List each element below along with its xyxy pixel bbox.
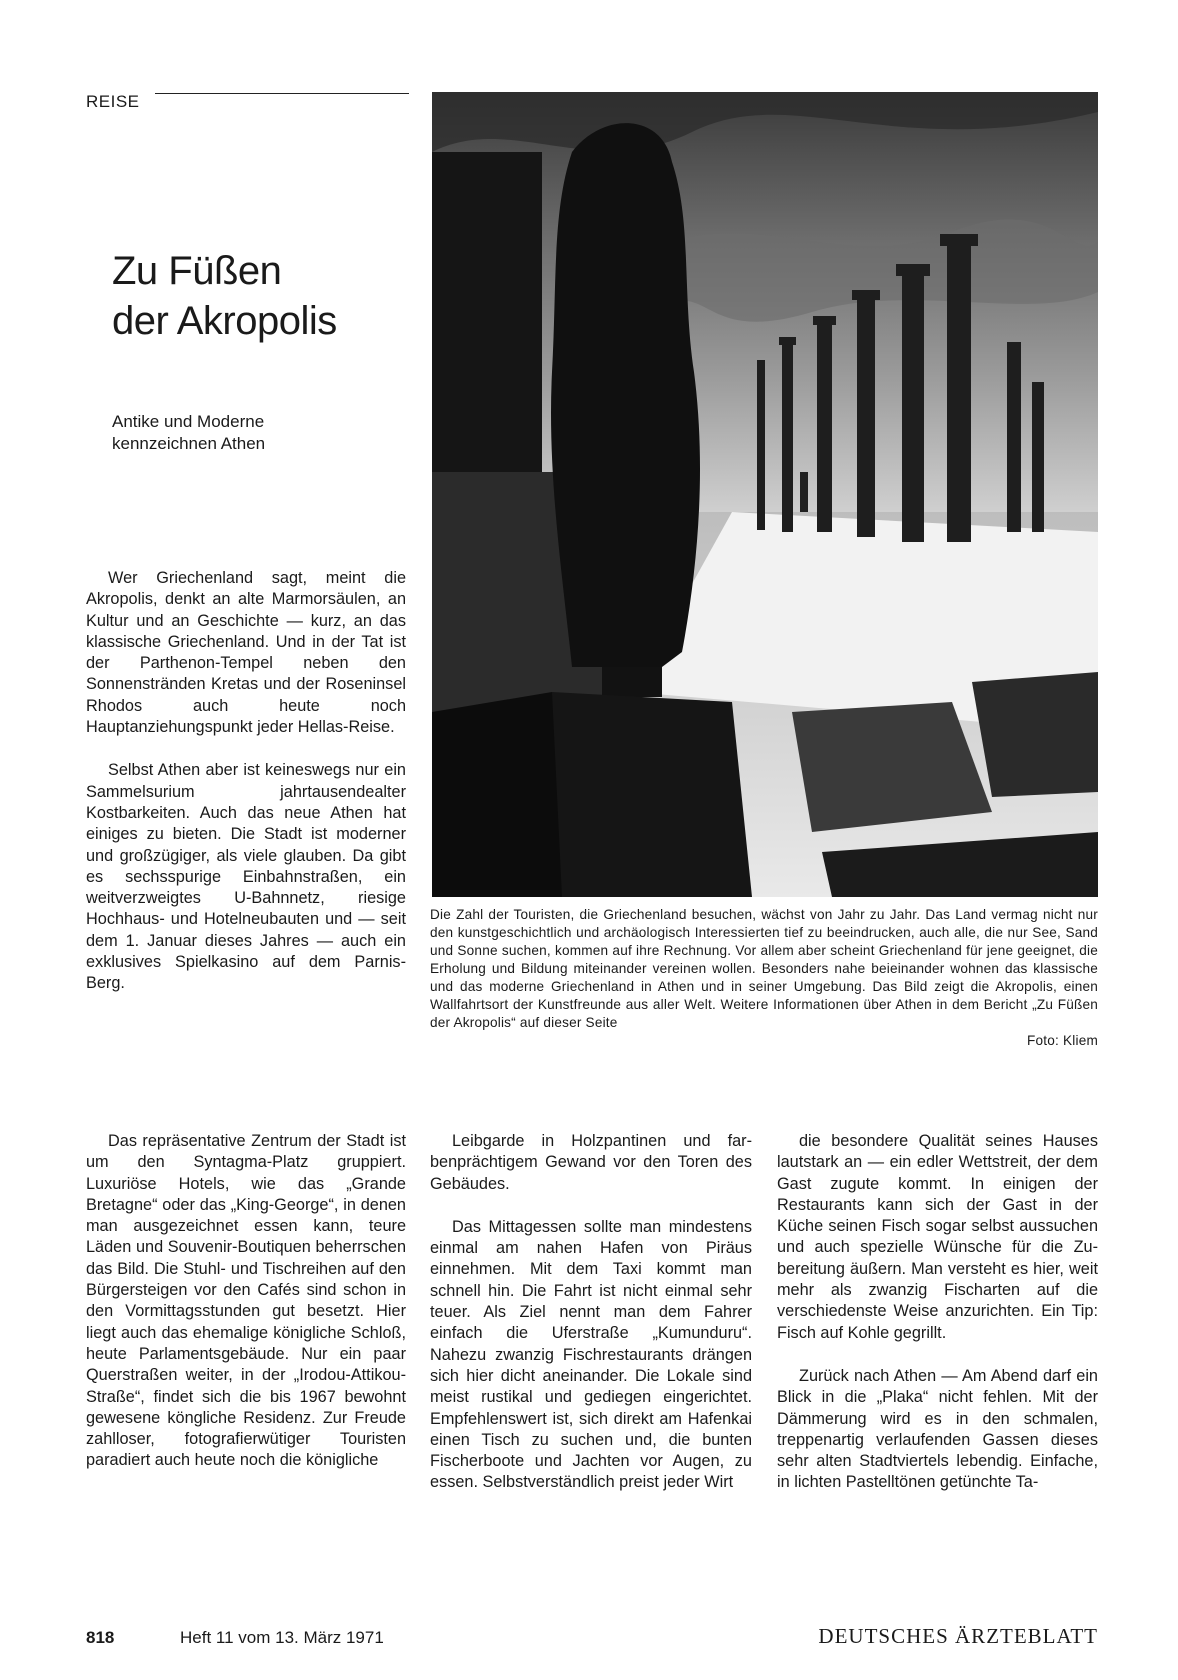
paragraph-7: Zurück nach Athen — Am Abend darf ein Blick in die „Plaka“ nicht fehlen. Mit der Dämmerung wird es in den schmalen, treppenartig verlaufenden Gassen dieses sehr alten Stadtviertels lebendig. Einfache, in lichten Pastelltönen getünchte Ta-: [777, 1366, 1098, 1492]
photo-caption: [430, 906, 1098, 1050]
article-subtitle: [112, 411, 265, 455]
column-right: [777, 1131, 1098, 1494]
paragraph-3: Das repräsentative Zentrum der Stadt ist um den Syntagma-Platz gruppiert. Luxuriöse Hotels, wie das „Grande Bretagne“ oder das „King-George“, in denen man ausgezeichnet essen kann, teure Läden und Souvenir-Boutiquen beherrschen das Bild. Die Stuhl- und Tischreihen auf den Bürgersteigen vor den Cafés sind schon in den Vormittagsstunden gut besetzt. Hier liegt auch das ehemalige königliche Schloß, heute Parlamentsgebäude. Nur ein paar Querstraßen weiter, in der „Irodou-Attikou-Straße“, findet sich die bis 1967 bewohnt gewesene köngliche Residenz. Zur Freude zahlloser, fotografierwütiger Touristen paradiert auch heute noch die königliche: [86, 1132, 406, 1470]
column-left-bottom: [86, 1131, 406, 1472]
paragraph-6: die besondere Qualität seines Hauses lautstark an — ein edler Wettstreit, der dem Gast zugute kommt. In einigen der Restaurants kann sich der Gast in der Küche seinen Fisch sogar selbst aussuchen und auch spezielle Wünsche für die Zubereitung äußern. Man versteht es hier, weit mehr als zwanzig Fischarten auf die verschiedenste Weise anzurichten. Ein Tip: Fisch auf Kohle gegrillt.: [777, 1132, 1098, 1342]
photo-ruins-illustration: [432, 92, 1098, 897]
column-left-top: [86, 568, 406, 995]
journal-name: DEUTSCHES ÄRZTEBLATT: [818, 1624, 1098, 1648]
caption-text: Die Zahl der Touristen, die Griechenland besuchen, wächst von Jahr zu Jahr. Das Land vermag nicht nur den kunstgeschichtlich und archäologisch Interessierten tief zu beeindrucken, auch alle, die nur See, Sand und Sonne suchen, kommen auf ihre Rechnung. Vor allem aber scheint Griechenland für jene geeignet, die Erholung und Bildung miteinander vereinen wollen. Besonders nahe beieinander wohnen das klassische und das moderne Griechenland in Athen und in seiner Umgebung. Das Bild zeigt die Akropolis, einen Wallfahrtsort der Kunstfreunde aus aller Welt. Weitere Informationen über Athen in dem Bericht „Zu Füßen der Akropolis“ auf dieser Seite: [430, 907, 1098, 1030]
title-line-2: der Akropolis: [112, 299, 337, 343]
paragraph-1: Wer Griechenland sagt, meint die Akropolis, denkt an alte Marmorsäulen, an Kultur und an Geschichte — kurz, an das klassische Griechenland. Und in der Tat ist der Parthenon-Tempel neben den Sonnenstränden Kretas und der Roseninsel Rhodos auch heute noch Hauptanziehungspunkt jeder Hellas-Reise.: [86, 569, 406, 737]
subtitle-line-2: kennzeichnen Athen: [112, 434, 266, 453]
paragraph-2: Selbst Athen aber ist keineswegs nur ein Sammelsurium jahrtausendealter Kostbarkeiten. Auch das neue Athen hat einiges zu bieten. Die Stadt ist moderner und großzügiger, als viele glauben. Da gibt es sechsspurige Einbahnstraßen, ein weitverzweigtes U-Bahnnetz, riesige Hochhaus- und Hotelneubauten und — seit dem 1. Januar dieses Jahres — auch ein exklusives Spielkasino auf dem Parnis-Berg.: [86, 761, 406, 993]
issue-info: Heft 11 vom 13. März 1971: [180, 1628, 384, 1647]
section-label: REISE: [86, 92, 140, 111]
paragraph-4: Leibgarde in Holzpantinen und farbenprächtigem Gewand vor den Toren des Gebäudes.: [430, 1132, 752, 1193]
section-rule: [155, 93, 409, 94]
column-middle: [430, 1131, 752, 1494]
photo-credit: Foto: Kliem: [1027, 1033, 1098, 1048]
page-number: 818: [86, 1628, 115, 1647]
paragraph-5: Das Mittagessen sollte man mindestens einmal am nahen Hafen von Piräus einnehmen. Mit dem Taxi kommt man schnell hin. Die Fahrt ist nicht einmal sehr teuer. Als Ziel nennt man dem Fahrer einfach die Uferstraße „Kumunduru“. Nahezu zwanzig Fischrestaurants drängen sich hier dicht aneinander. Die Lokale sind meist rustikal und gediegen eingerichtet. Empfehlenswert ist, sich direkt am Hafenkai einen Tisch zu suchen und, die bunten Fischerboote und Jachten vor Augen, zu essen. Selbstverständlich preist jeder Wirt: [430, 1217, 752, 1492]
subtitle-line-1: Antike und Moderne: [112, 412, 265, 431]
article-title: [112, 246, 337, 346]
title-line-1: Zu Füßen: [112, 249, 282, 293]
photo: [432, 92, 1098, 897]
